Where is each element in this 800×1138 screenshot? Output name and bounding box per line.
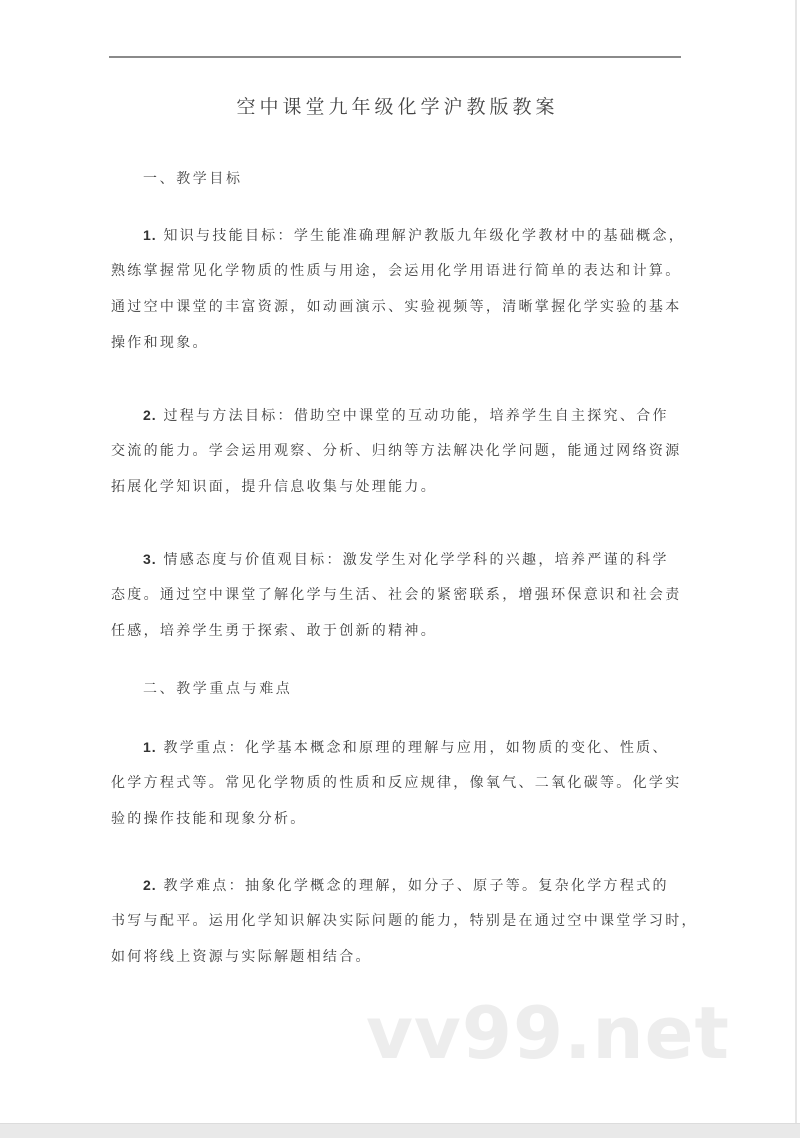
paragraph-line xyxy=(111,867,683,903)
item-number: 2. xyxy=(143,407,157,423)
item-number: 3. xyxy=(143,551,157,567)
line-text: 情感态度与价值观目标：激发学生对化学学科的兴趣，培养严谨的科学 xyxy=(163,552,669,568)
paragraph-line xyxy=(111,541,683,577)
line-text: 知识与技能目标：学生能准确理解沪教版九年级化学教材中的基础概念， xyxy=(163,228,686,244)
item-number: 1. xyxy=(143,739,157,755)
paragraph-key-points xyxy=(111,729,683,837)
line-text: 教学重点：化学基本概念和原理的理解与应用，如物质的变化、性质、 xyxy=(163,740,669,756)
item-number: 1. xyxy=(143,227,157,243)
paragraph-line xyxy=(111,217,686,253)
paragraph-process-method-goal xyxy=(111,397,683,505)
paragraph-line xyxy=(111,729,683,765)
header-rule xyxy=(109,56,681,58)
paragraph-line: 书写与配平。运用化学知识解决实际问题的能力，特别是在通过空中课堂学习时， xyxy=(111,913,698,929)
item-number: 2. xyxy=(143,877,157,893)
paragraph-line: 验的操作技能和现象分析。 xyxy=(111,811,307,827)
paragraph-line: 交流的能力。学会运用观察、分析、归纳等方法解决化学问题，能通过网络资源 xyxy=(111,443,682,459)
document-title: 空中课堂九年级化学沪教版教案 xyxy=(236,96,559,118)
paragraph-line xyxy=(111,397,683,433)
paragraph-difficult-points xyxy=(111,867,698,975)
section-heading-teaching-goals: 一、教学目标 xyxy=(143,171,243,187)
paragraph-attitude-values-goal xyxy=(111,541,683,649)
section-heading-key-difficult-points: 二、教学重点与难点 xyxy=(143,681,293,697)
paragraph-line: 通过空中课堂的丰富资源，如动画演示、实验视频等，清晰掌握化学实验的基本 xyxy=(111,299,682,315)
line-text: 过程与方法目标：借助空中课堂的互动功能，培养学生自主探究、合作 xyxy=(163,408,669,424)
paragraph-line: 化学方程式等。常见化学物质的性质和反应规律，像氧气、二氧化碳等。化学实 xyxy=(111,775,682,791)
paragraph-line: 熟练掌握常见化学物质的性质与用途，会运用化学用语进行简单的表达和计算。 xyxy=(111,263,682,279)
watermark: vv99.net xyxy=(366,991,730,1075)
paragraph-line: 操作和现象。 xyxy=(111,335,209,351)
paragraph-line: 态度。通过空中课堂了解化学与生活、社会的紧密联系，增强环保意识和社会责 xyxy=(111,587,682,603)
paragraph-line: 任感，培养学生勇于探索、敢于创新的精神。 xyxy=(111,623,437,639)
line-text: 教学难点：抽象化学概念的理解，如分子、原子等。复杂化学方程式的 xyxy=(163,878,669,894)
page-bottom-edge xyxy=(0,1123,800,1138)
paragraph-line: 如何将线上资源与实际解题相结合。 xyxy=(111,949,372,965)
paragraph-knowledge-skills-goal xyxy=(111,217,686,361)
paragraph-line: 拓展化学知识面，提升信息收集与处理能力。 xyxy=(111,479,437,495)
